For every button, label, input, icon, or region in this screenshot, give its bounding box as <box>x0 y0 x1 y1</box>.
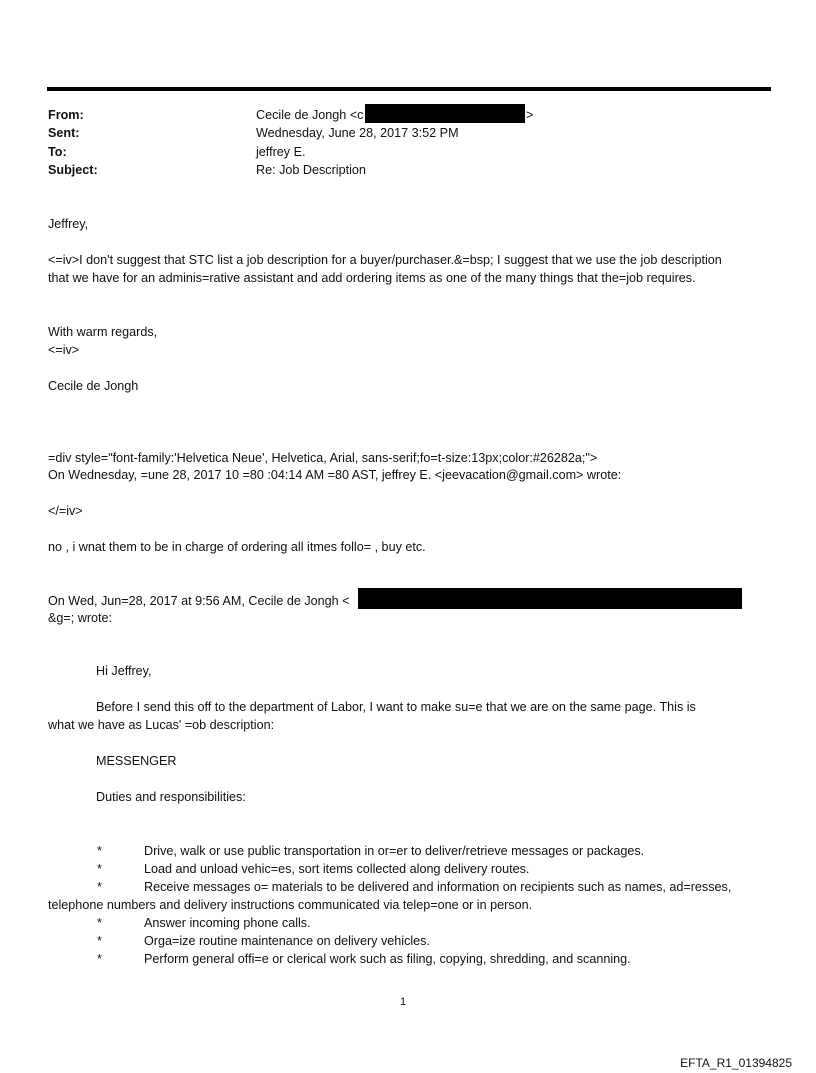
signature: Cecile de Jongh <box>48 379 139 393</box>
subject-value: Re: Job Description <box>256 163 366 177</box>
duty-item: Load and unload vehic=es, sort items collected along delivery routes. <box>144 862 530 876</box>
bullet-marker: * <box>97 952 102 966</box>
duty-item: Perform general offi=e or clerical work such as filing, copying, shredding, and scanning. <box>144 952 631 966</box>
bullet-marker: * <box>97 934 102 948</box>
duty-item-continuation: telephone numbers and delivery instructions communicated via telep=one or in person. <box>48 898 533 912</box>
quoted-header-1: On Wednesday, =une 28, 2017 10 =80 :04:14 AM =80 AST, jeffrey E. <jeevacation@gmail.com> wrote: <box>48 468 622 482</box>
div-close-tag: </=iv> <box>48 504 83 518</box>
from-value <box>256 108 363 122</box>
from-email-partial: c <box>357 108 364 122</box>
before-line-1: Before I send this off to the department of Labor, I want to make su=e that we are on the same page. This is <box>96 700 696 714</box>
redaction-box <box>358 588 742 609</box>
before-line-2: what we have as Lucas' =ob description: <box>48 718 275 732</box>
from-email-close: > <box>526 108 534 122</box>
hi-greeting: Hi Jeffrey, <box>96 664 152 678</box>
bullet-marker: * <box>97 862 102 876</box>
jeffrey-reply: no , i wnat them to be in charge of ordering all itmes follo= , buy etc. <box>48 540 426 554</box>
bates-number: EFTA_R1_01394825 <box>680 1056 792 1070</box>
bullet-marker: * <box>97 880 102 894</box>
page-number: 1 <box>400 996 407 1008</box>
to-value: jeffrey E. <box>256 145 306 159</box>
from-name: Cecile de Jongh < <box>256 108 358 122</box>
sent-value: Wednesday, June 28, 2017 3:52 PM <box>256 126 459 140</box>
duty-item: Drive, walk or use public transportation in or=er to deliver/retrieve messages or packages. <box>144 844 645 858</box>
closing-tag: <=iv> <box>48 343 80 357</box>
duty-item: Receive messages o= materials to be delivered and information on recipients such as names, ad=resses, <box>144 880 732 894</box>
bullet-marker: * <box>97 844 102 858</box>
quoted-header-2-wrote: &g=; wrote: <box>48 611 113 625</box>
header-rule <box>47 87 771 91</box>
duty-item: Orga=ize routine maintenance on delivery vehicles. <box>144 934 430 948</box>
from-label: From: <box>48 108 84 122</box>
job-title: MESSENGER <box>96 754 177 768</box>
paragraph-1-line-1: <=iv>I don't suggest that STC list a job description for a buyer/purchaser.&=bsp; I suggest that we use the job description <box>48 253 722 267</box>
quoted-header-2: On Wed, Jun=28, 2017 at 9:56 AM, Cecile de Jongh < <box>48 594 350 608</box>
div-style-line: =div style="font-family:'Helvetica Neue', Helvetica, Arial, sans-serif;fo=t-size:13px;color:#26282a;"> <box>48 451 598 465</box>
subject-label: Subject: <box>48 163 98 177</box>
sent-label: Sent: <box>48 126 80 140</box>
paragraph-1-line-2: that we have for an adminis=rative assistant and add ordering items as one of the many things that the=job requires. <box>48 271 696 285</box>
to-label: To: <box>48 145 67 159</box>
duty-item: Answer incoming phone calls. <box>144 916 311 930</box>
bullet-marker: * <box>97 916 102 930</box>
closing: With warm regards, <box>48 325 158 339</box>
redaction-box <box>365 104 525 123</box>
greeting: Jeffrey, <box>48 217 89 231</box>
duties-heading: Duties and responsibilities: <box>96 790 246 804</box>
